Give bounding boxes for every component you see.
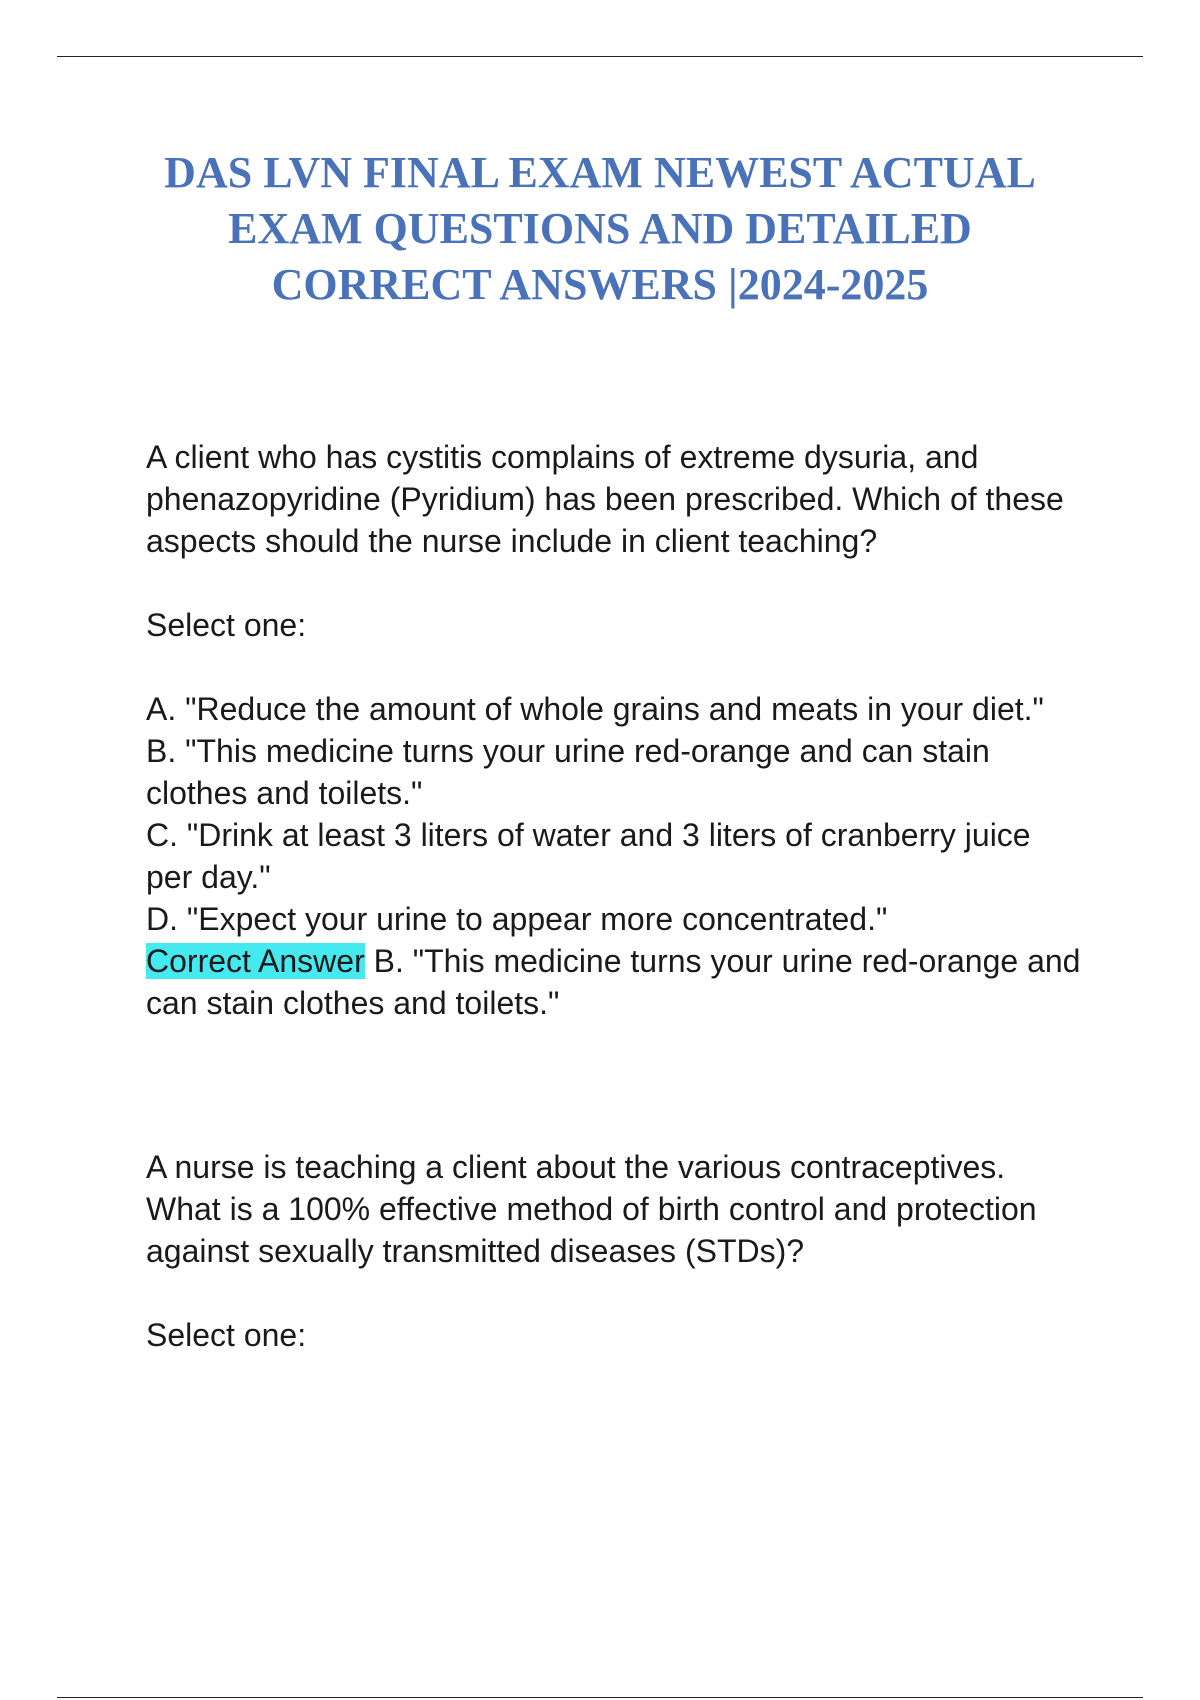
document-title: DAS LVN FINAL EXAM NEWEST ACTUAL EXAM QUESTIONS AND DETAILED CORRECT ANSWERS |2024-2025 xyxy=(164,148,1036,309)
correct-answer xyxy=(146,940,1081,1024)
question-2 xyxy=(146,1146,1081,1356)
select-prompt: Select one: xyxy=(146,1317,307,1353)
option-b: B. "This medicine turns your urine red-orange and can stain clothes and toilets." xyxy=(146,733,990,811)
option-c: C. "Drink at least 3 liters of water and 3 liters of cranberry juice per day." xyxy=(146,817,1031,895)
top-rule xyxy=(57,56,1143,57)
question-1 xyxy=(146,436,1081,1024)
bottom-rule xyxy=(57,1697,1143,1698)
select-prompt: Select one: xyxy=(146,607,307,643)
option-a: A. "Reduce the amount of whole grains and meats in your diet." xyxy=(146,691,1044,727)
question-stem: A nurse is teaching a client about the various contraceptives. What is a 100% effective method of birth control and protection against sexually transmitted diseases (STDs)? xyxy=(146,1149,1037,1269)
option-d: D. "Expect your urine to appear more concentrated." xyxy=(146,901,888,937)
correct-answer-text: B. "This medicine turns your urine red-orange and can stain clothes and toilets." xyxy=(146,943,1081,1021)
correct-answer-label: Correct Answer xyxy=(146,943,365,979)
question-stem: A client who has cystitis complains of extreme dysuria, and phenazopyridine (Pyridium) has been prescribed. Which of these aspects should the nurse include in client teaching? xyxy=(146,439,1064,559)
